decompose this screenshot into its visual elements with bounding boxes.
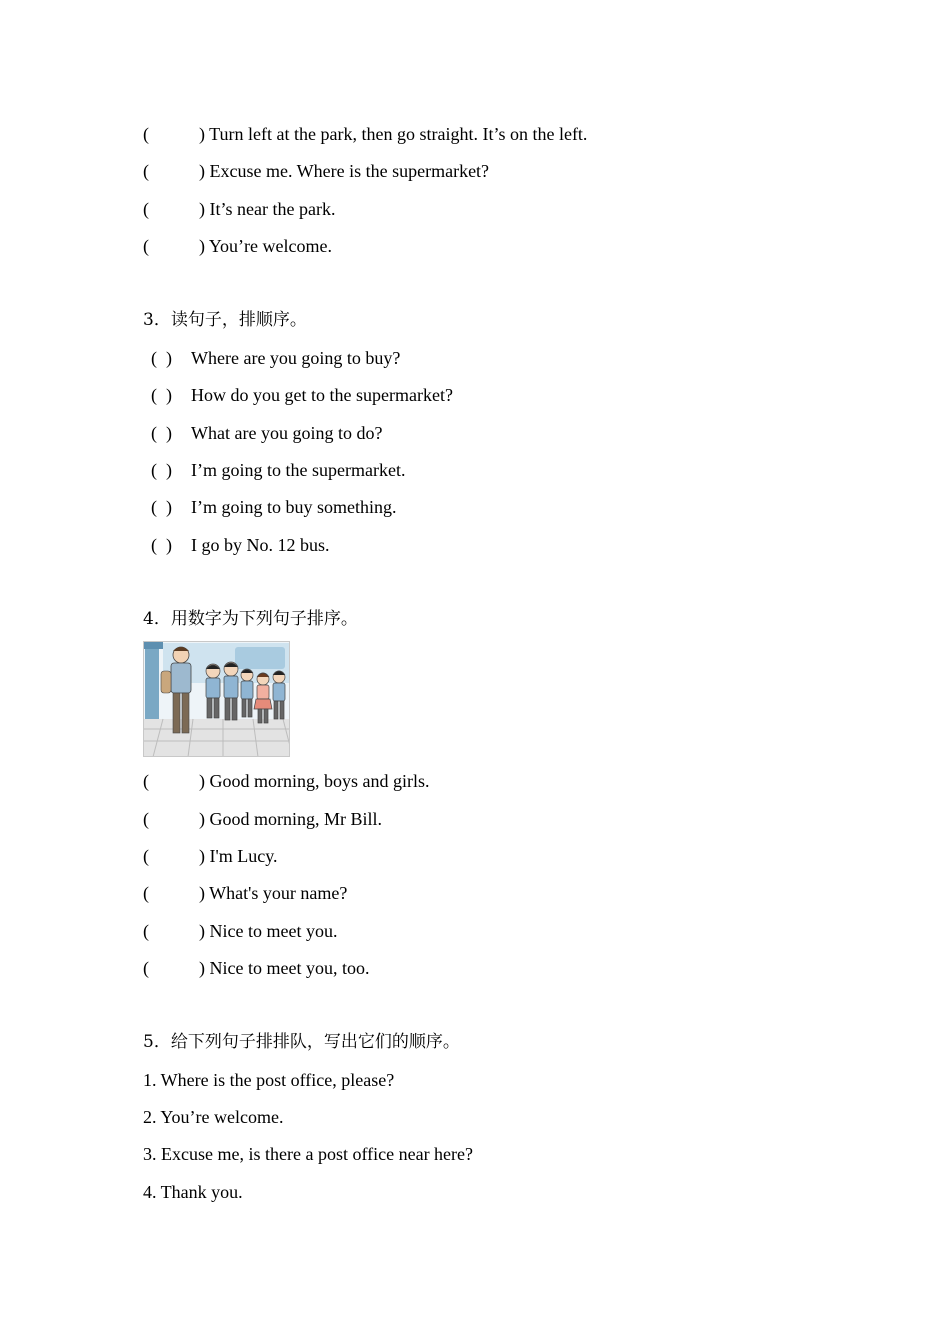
- order-item: ( ) Good morning, Mr Bill.: [143, 809, 382, 829]
- order-item: ( ) Nice to meet you, too.: [143, 958, 370, 978]
- answer-blank[interactable]: (: [143, 161, 149, 181]
- order-item: ( ) I go by No. 12 bus.: [143, 534, 330, 556]
- order-item: ( ) Turn left at the park, then go straight. It’s on the left.: [143, 124, 588, 144]
- order-item: ( ) I'm Lucy.: [143, 846, 278, 866]
- answer-blank[interactable]: ( ): [151, 385, 172, 405]
- numbered-sentence: 2. You’re welcome.: [143, 1107, 284, 1127]
- answer-blank[interactable]: (: [143, 921, 149, 941]
- numbered-sentence: 3. Excuse me, is there a post office near here?: [143, 1144, 474, 1164]
- answer-blank[interactable]: (: [143, 199, 149, 219]
- answer-blank[interactable]: ( ): [151, 348, 172, 368]
- answer-blank[interactable]: (: [143, 236, 149, 256]
- answer-blank[interactable]: (: [143, 958, 149, 978]
- numbered-sentence: 1. Where is the post office, please?: [143, 1070, 395, 1090]
- order-item: ( ) Where are you going to buy?: [143, 347, 400, 369]
- section-heading: 5．给下列句子排排队，写出它们的顺序。: [143, 1032, 460, 1052]
- section-heading: 3．读句子，排顺序。: [143, 310, 307, 330]
- section-heading: 4．用数字为下列句子排序。: [143, 609, 358, 629]
- answer-blank[interactable]: (: [143, 771, 149, 791]
- order-item: ( ) What are you going to do?: [143, 422, 382, 444]
- answer-blank[interactable]: ( ): [151, 535, 172, 555]
- order-item: ( ) It’s near the park.: [143, 199, 336, 219]
- answer-blank[interactable]: ( ): [151, 423, 172, 443]
- order-item: ( ) You’re welcome.: [143, 236, 332, 256]
- answer-blank[interactable]: (: [143, 846, 149, 866]
- order-item: ( ) How do you get to the supermarket?: [143, 384, 453, 406]
- order-item: ( ) Good morning, boys and girls.: [143, 771, 430, 791]
- order-item: ( ) Nice to meet you.: [143, 921, 338, 941]
- classroom-greeting-illustration: [143, 641, 290, 757]
- answer-blank[interactable]: (: [143, 124, 149, 144]
- order-item: ( ) I’m going to buy something.: [143, 496, 397, 518]
- order-item: ( ) Excuse me. Where is the supermarket?: [143, 161, 490, 181]
- order-item: ( ) What's your name?: [143, 883, 348, 903]
- numbered-sentence: 4. Thank you.: [143, 1182, 243, 1202]
- answer-blank[interactable]: ( ): [151, 497, 172, 517]
- answer-blank[interactable]: (: [143, 809, 149, 829]
- answer-blank[interactable]: ( ): [151, 460, 172, 480]
- answer-blank[interactable]: (: [143, 883, 149, 903]
- order-item: ( ) I’m going to the supermarket.: [143, 459, 405, 481]
